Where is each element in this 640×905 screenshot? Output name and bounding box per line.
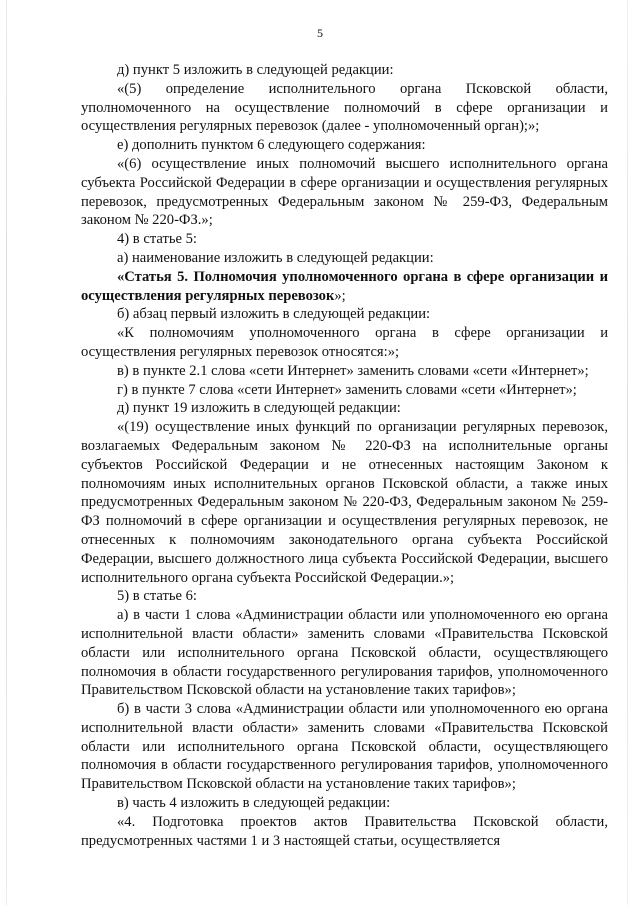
paragraph: «4. Подготовка проектов актов Правительства Псковской области, предусмотренных частями 1 и 3 настоящей статьи, осуществляется [81,813,608,849]
scan-edge-left [6,0,7,905]
paragraph: б) абзац первый изложить в следующей редакции: [117,306,431,323]
paragraph: д) пункт 5 изложить в следующей редакции: [117,62,394,78]
paragraph: 5) в статье 6: [117,588,197,605]
document-body [81,61,608,850]
article-heading: «Статья 5. Полномочия уполномоченного органа в сфере организации и осуществления регулярных перевозок [81,268,608,304]
paragraph: в) часть 4 изложить в следующей редакции: [117,795,391,812]
article-heading-paragraph [81,268,608,306]
paragraph: а) в части 1 слова «Администрации области или уполномоченного ею органа исполнительной власти области» заменить словами «Правительства Псковской области или исполнительного органа Псковской области, осуществляющего полномочия в области государственного регулирования тарифов, уполномоченного Правительством Псковской области на установление таких тарифов»; [81,607,608,699]
paragraph: в) в пункте 2.1 слова «сети Интернет» заменить словами «сети «Интернет»; [117,362,589,379]
paragraph: 4) в статье 5: [117,231,197,248]
paragraph: «(6) осуществление иных полномочий высшего исполнительного органа субъекта Российской Федерации в сфере организации и осуществления регулярных перевозок, предусмотренных Федеральным законом № 259-ФЗ, Федеральным законом № 220-ФЗ.»; [81,155,608,229]
paragraph: б) в части 3 слова «Администрации области или уполномоченного ею органа исполнительной власти области» заменить словами «Правительства Псковской области или исполнительного органа Псковской области, осуществляющего полномочия в области государственного регулирования тарифов, уполномоченного Правительством Псковской области на установление таких тарифов»; [81,701,608,793]
paragraph: «К полномочиям уполномоченного органа в сфере организации и осуществления регулярных перевозок относятся:»; [81,325,608,360]
scan-edge-right [627,0,628,905]
article-heading-tail: »; [334,287,346,304]
paragraph: д) пункт 19 изложить в следующей редакции: [117,400,401,417]
paragraph: «(19) осуществление иных функций по организации регулярных перевозок, возлагаемых Федеральным законом № 220-ФЗ на исполнительные органы субъектов Российской Федерации и не отнесенных настоящим Законом к полномочиям иных исполнительных органов Псковской области, а также иных предусмотренных Федеральным законом № 220-ФЗ, Федеральным законом № 259-ФЗ полномочий в сфере организации и осуществления регулярных перевозок, не отнесенных к полномочиям законодательного органа субъекта Российской Федерации, высшего должностного лица субъекта Российской Федерации, высшего исполнительного органа субъекта Российской Федерации.»; [81,419,608,586]
page-number: 5 [317,26,323,40]
paragraph: г) в пункте 7 слова «сети Интернет» заменить словами «сети «Интернет»; [117,381,577,398]
paragraph: «(5) определение исполнительного органа Псковской области, уполномоченного на осуществление полномочий в сфере организации и осуществления регулярных перевозок (далее - уполномоченный орган);»; [81,80,608,135]
paragraph: е) дополнить пунктом 6 следующего содержания: [117,137,426,154]
paragraph: а) наименование изложить в следующей редакции: [117,249,434,266]
